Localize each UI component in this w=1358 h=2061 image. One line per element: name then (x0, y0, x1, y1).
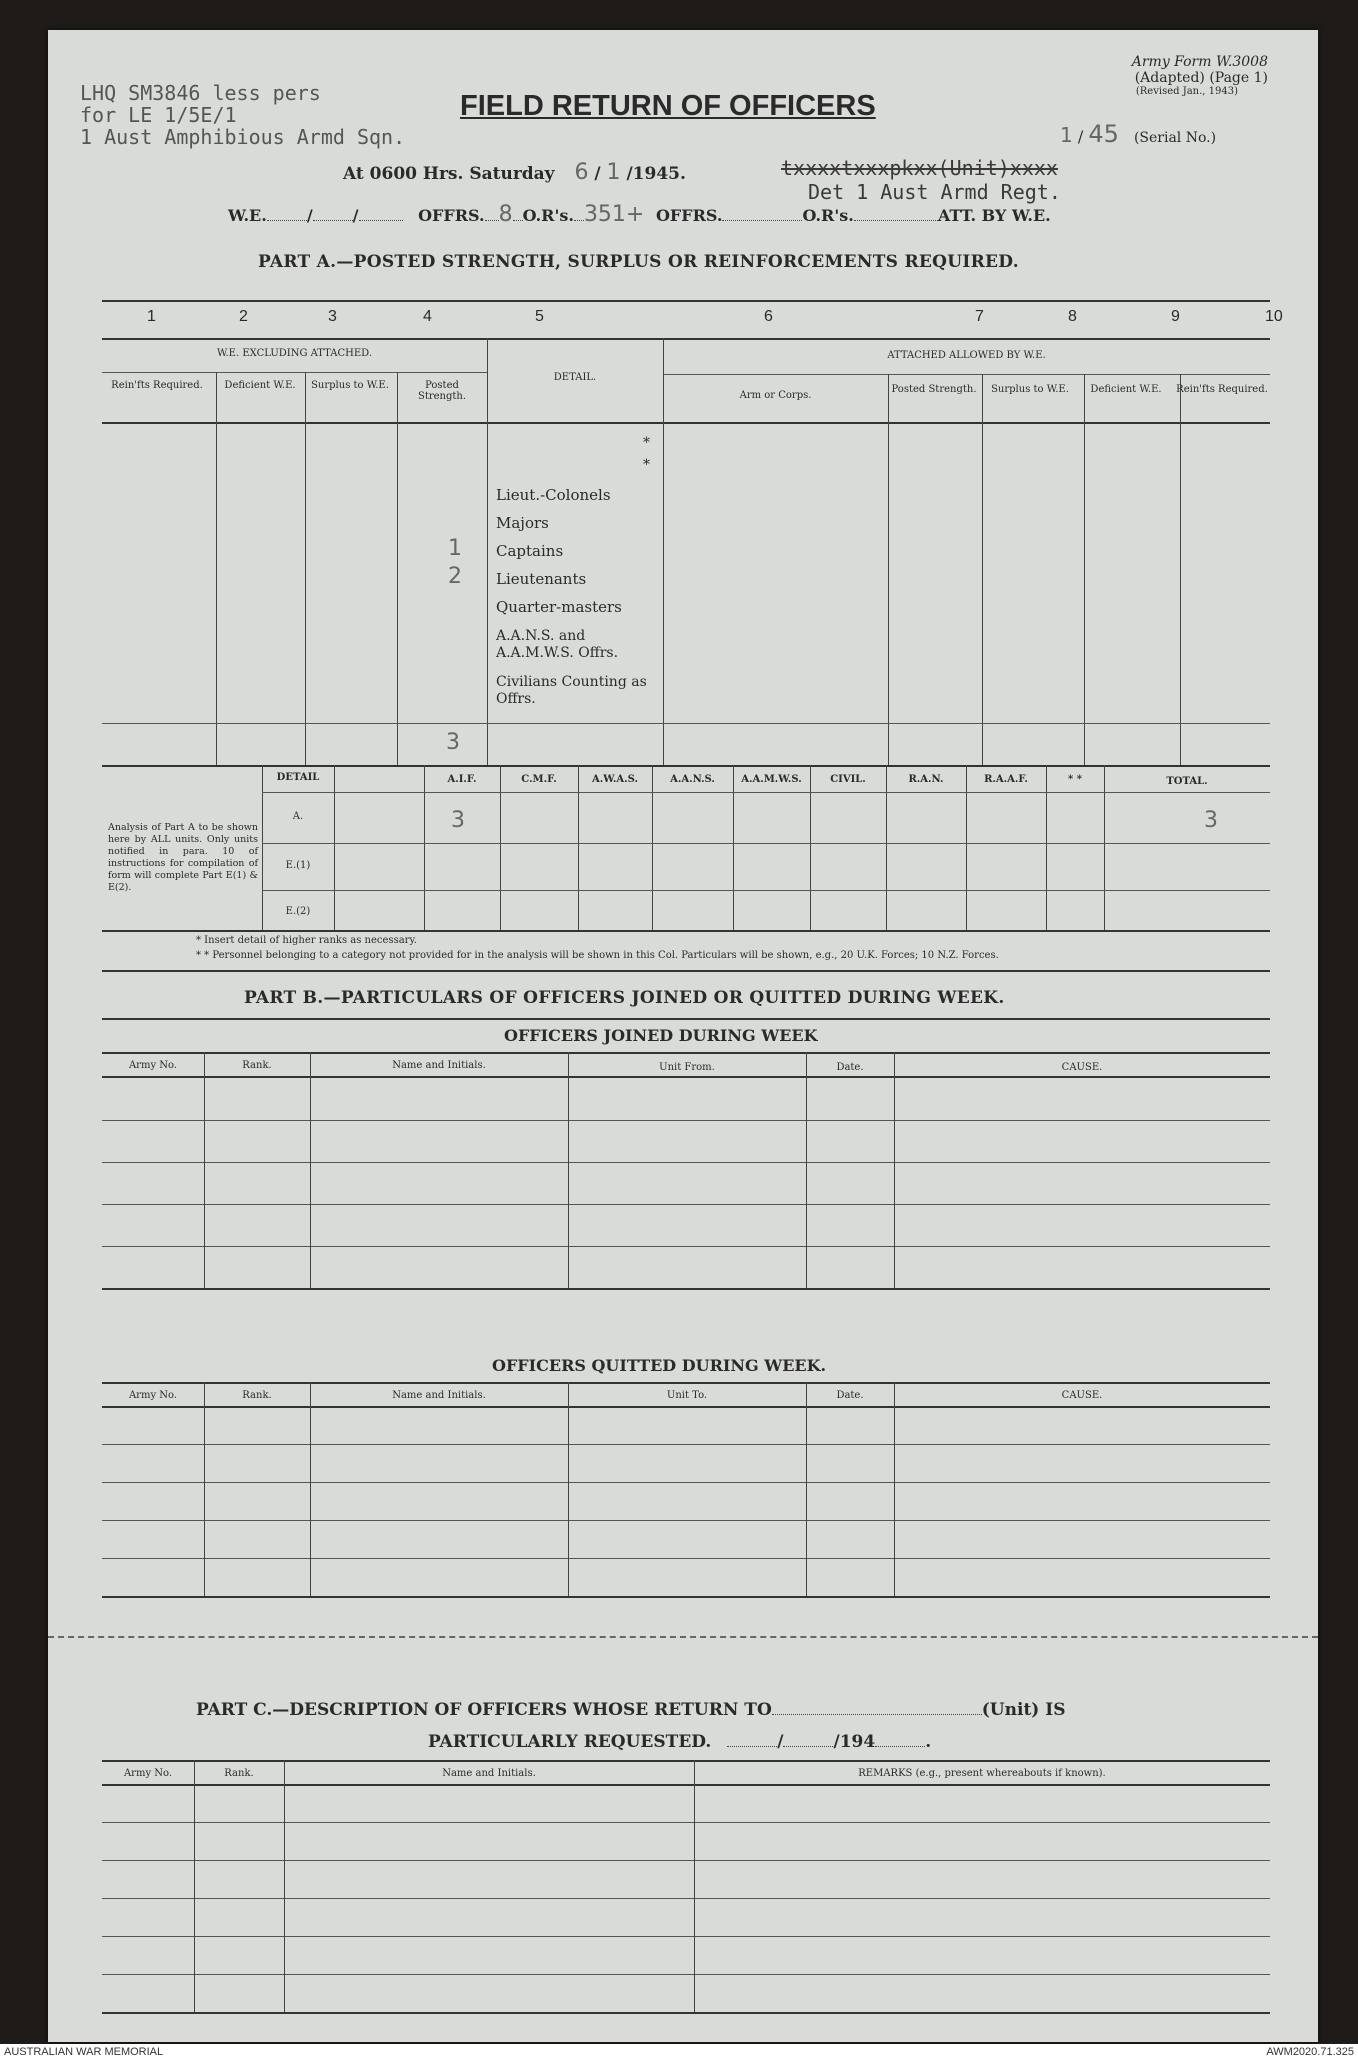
part-c-title: PART C.—DESCRIPTION OF OFFICERS WHOSE RETURN TO (Unit) IS (196, 1700, 1066, 1720)
typed-notes (80, 82, 405, 148)
analysis-hdr-aans: A.A.N.S. (670, 774, 715, 785)
typed-note-1: LHQ SM3846 less pers (80, 81, 321, 105)
rank-civilians: Civilians Counting as Offrs. (496, 674, 647, 707)
serial-number: 1 / 45 (Serial No.) (1060, 120, 1217, 148)
analysis-aif-a: 3 (451, 808, 465, 833)
form-id-line3: (Revised Jan., 1943) (1135, 86, 1238, 97)
page-title: FIELD RETURN OF OFFICERS (460, 90, 876, 122)
unit-struck: txxxxtxxxpkxx(Unit)xxxx (781, 156, 1058, 180)
form-id-line1: Army Form W.3008 (1131, 54, 1268, 70)
hdr-arm-corps: Arm or Corps. (739, 390, 812, 401)
quitted-hdr-army-no: Army No. (128, 1390, 178, 1401)
analysis-hdr-other: * * (1068, 774, 1082, 785)
analysis-hdr-civil: CIVIL. (830, 774, 866, 785)
quitted-hdr-rank: Rank. (242, 1390, 272, 1401)
form-id-block (1048, 54, 1268, 97)
joined-title: OFFICERS JOINED DURING WEEK (504, 1026, 818, 1045)
joined-hdr-army-no: Army No. (128, 1060, 178, 1071)
footer-credit: AUSTRALIAN WAR MEMORIAL (4, 2046, 164, 2058)
analysis-row-e1: E.(1) (285, 860, 311, 871)
partc-hdr-army-no: Army No. (123, 1768, 173, 1779)
typed-note-3: 1 Aust Amphibious Armd Sqn. (80, 125, 406, 149)
unit-name: Det 1 Aust Armd Regt. (808, 180, 1061, 204)
analysis-hdr-aif: A.I.F. (447, 774, 477, 785)
analysis-hdr-cmf: C.M.F. (521, 774, 557, 785)
rank-majors: Majors (496, 514, 549, 532)
rank-captains: Captains (496, 542, 564, 560)
joined-hdr-unit-from: Unit From. (659, 1062, 715, 1073)
analysis-total-a: 3 (1204, 808, 1218, 833)
analysis-hdr-detail: DETAIL (276, 772, 320, 783)
detail-header: DETAIL. (553, 372, 597, 383)
part-c-title-line2: PARTICULARLY REQUESTED. / /194 . (428, 1732, 932, 1752)
hdr-reinfts-left: Rein'fts Required. (111, 380, 203, 391)
analysis-hdr-ran: R.A.N. (908, 774, 944, 785)
typed-note-2: for LE 1/5E/1 (80, 103, 237, 127)
rank-list (496, 486, 666, 708)
analysis-hdr-awas: A.W.A.S. (592, 774, 638, 785)
hdr-deficient-right: Deficient W.E. (1090, 384, 1162, 395)
quitted-hdr-date: Date. (836, 1390, 864, 1401)
rank-quartermasters: Quarter-masters (496, 598, 622, 616)
part-a-title: PART A.—POSTED STRENGTH, SURPLUS OR REINFORCEMENTS REQUIRED. (258, 252, 1019, 272)
rank-lieutenants: Lieutenants (496, 570, 587, 588)
footer-accession: AWM2020.71.325 (1266, 2046, 1354, 2058)
part-b-title: PART B.—PARTICULARS OF OFFICERS JOINED OR QUITTED DURING WEEK. (244, 988, 1005, 1008)
joined-hdr-date: Date. (836, 1062, 864, 1073)
footnote-1: * Insert detail of higher ranks as necessary. (196, 935, 417, 946)
posted-lieutenants: 2 (448, 564, 462, 589)
analysis-hdr-total: TOTAL. (1166, 776, 1208, 787)
analysis-note: Analysis of Part A to be shown here by ALL units. Only units notified in para. 10 of instructions for compilation of form will complete Part E(1) & E(2). (108, 822, 258, 893)
hdr-posted-left: Posted Strength. (417, 380, 467, 402)
hdr-deficient-left: Deficient W.E. (224, 380, 296, 391)
partc-hdr-name: Name and Initials. (442, 1768, 536, 1779)
analysis-row-e2: E.(2) (285, 906, 311, 917)
form-sheet: Army Form W.3008 (Adapted) (Page 1) (Revised Jan., 1943) 1 / 45 (Serial No.) LHQ SM3846 less pers for LE 1/5E/1 1 Aust Amphibious Armd Sqn. FIELD RETURN OF OFFICERS At 0600 Hrs. Saturday 6 / 1 /1945. txxxxtxxxpkxx(Unit)xxxx Det 1 Aust Armd Regt. W.E. / / OFFRS. 8 O.R's. 351+ OFFRS. O.R's. ATT. BY W.E. PART A.—POSTED STRENGTH, SURPLUS OR REINFORCEMENTS REQUIRED. 1 2 3 4 5 6 7 8 9 10 W.E. EXCLUDING ATTACHED. ATTACHED ALLOWED BY W.E. DETAIL. Rein'fts Required. Deficient W.E. Surplus to W.E. Posted Strength. Arm or Corps. Posted Strength. Surplus to W.E. Deficient W.E. Rein'fts Required. * * Lieut.-Colonels Majors Captains Lieutenants Quarter-masters A.A.N.S. and A.A.M.W.S. Offrs. Civilians Counting as Offrs. 1 2 3 Analysis of Part A to be shown here by ALL units. Only units notified in para. 10 of instructions for compilation of form will complete Part E(1) & E(2). DETAIL A.I.F. C.M.F. A.W.A.S. A.A.N.S. A.A.M.W.S. CIVIL. R.A.N. R.A.A.F. * * TOTAL. A. E.(1) E.(2) 3 3 * Insert detail of higher ranks as necessary. * * Personnel belonging to a category not provided for in the analysis will be shown in this Col. Particulars will be shown, e.g., 20 U.K. Forces; 10 N.Z. Forces. PART B.—PARTICULARS OF OFFICERS JOINED OR QUITTED DURING WEEK. OFFICERS JOINED DURING WEEK Army No. Rank. Name and Initials. Unit From. Date. CAUSE. OFFICERS QUITTED DURING WEEK. Army No. Rank. Name and Initials. Unit To. Date. CAUSE. PART C.—DESCRIPTION OF OFFICERS WHOSE RETURN TO (Unit) IS PARTICULARLY REQUESTED. / /194 . Army No. Rank. Name and Initials. REMARKS (e.g., present whereabouts if known). (48, 30, 1318, 2042)
analysis-hdr-aamws: A.A.M.W.S. (741, 774, 802, 785)
posted-captains: 1 (448, 536, 462, 561)
quitted-title: OFFICERS QUITTED DURING WEEK. (492, 1356, 827, 1375)
strength-line: W.E. / / OFFRS. 8 O.R's. 351+ OFFRS. O.R's. ATT. BY W.E. (228, 202, 1051, 227)
partc-hdr-rank: Rank. (224, 1768, 254, 1779)
group-attached: ATTACHED ALLOWED BY W.E. (887, 350, 1046, 361)
hdr-surplus-right: Surplus to W.E. (991, 384, 1069, 395)
analysis-row-a: A. (292, 811, 304, 822)
hdr-reinfts-right: Rein'fts Required. (1176, 384, 1268, 395)
quitted-hdr-unit-to: Unit To. (666, 1390, 708, 1401)
rank-aans: A.A.N.S. and A.A.M.W.S. Offrs. (496, 628, 619, 661)
joined-hdr-cause: CAUSE. (1061, 1062, 1103, 1073)
date-line: At 0600 Hrs. Saturday 6 / 1 /1945. (343, 160, 686, 185)
detail-asterisks: * * (643, 435, 650, 473)
group-we-excluding: W.E. EXCLUDING ATTACHED. (216, 348, 373, 359)
partc-hdr-remarks: REMARKS (e.g., present whereabouts if known). (858, 1768, 1106, 1779)
footer-bar (0, 2044, 1358, 2061)
footnote-2: * * Personnel belonging to a category not provided for in the analysis will be shown in this Col. Particulars will be shown, e.g., 20 U.K. Forces; 10 N.Z. Forces. (196, 950, 999, 961)
form-id-line2: (Adapted) (Page 1) (1134, 70, 1268, 86)
rank-lieut-colonels: Lieut.-Colonels (496, 486, 611, 504)
hdr-posted-right: Posted Strength. (891, 384, 977, 395)
quitted-hdr-cause: CAUSE. (1061, 1390, 1103, 1401)
hdr-surplus-left: Surplus to W.E. (311, 380, 389, 391)
perforation-line (48, 1636, 1318, 1638)
joined-hdr-rank: Rank. (242, 1060, 272, 1071)
posted-total: 3 (446, 730, 460, 755)
joined-hdr-name: Name and Initials. (392, 1060, 486, 1071)
quitted-hdr-name: Name and Initials. (392, 1390, 486, 1401)
analysis-hdr-raaf: R.A.A.F. (984, 774, 1028, 785)
